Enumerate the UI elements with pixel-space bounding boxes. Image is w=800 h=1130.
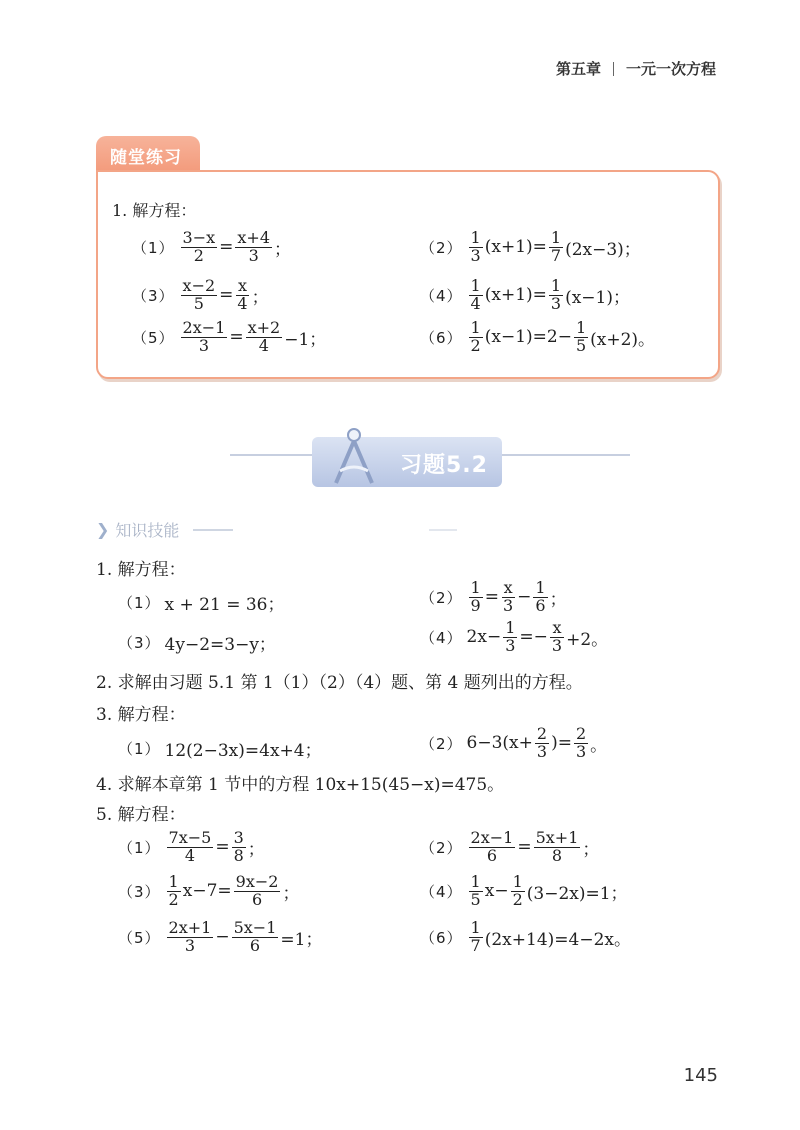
fraction: $\frac{1}{2}$ xyxy=(470,318,481,355)
fraction: $\frac{1}{3}$ xyxy=(470,228,481,265)
exercise-5-2: （2） $\frac{2x-1}{6}$ = $\frac{5x+1}{8}$ ； xyxy=(420,828,600,865)
fraction: $\frac{1}{7}$ xyxy=(550,228,562,265)
item-number: （4） xyxy=(420,286,463,305)
fraction: $\frac{x}{3}$ xyxy=(502,578,514,615)
exercise-5-1: （1） $\frac{7x-5}{4}$ = $\frac{3}{8}$ ； xyxy=(118,828,265,865)
section-label: 知识技能 xyxy=(115,521,180,540)
fraction: $\frac{5x-1}{6}$ xyxy=(233,918,277,955)
fraction: $\frac{1}{6}$ xyxy=(535,578,546,615)
item-number: （6） xyxy=(420,328,463,347)
section-title xyxy=(96,518,457,541)
fraction: $\frac{1}{5}$ xyxy=(470,872,481,909)
exercise-5-4: （4） $\frac{1}{5}$ x− $\frac{1}{2}$ (3−2x)=1； xyxy=(420,872,628,909)
section-dash xyxy=(193,529,233,531)
fraction: $\frac{1}{2}$ xyxy=(168,872,179,909)
item-number: （4） xyxy=(420,882,463,901)
fraction: $\frac{3-x}{2}$ xyxy=(182,228,216,265)
fraction: $\frac{3}{8}$ xyxy=(233,828,244,865)
fraction: $\frac{9x-2}{6}$ xyxy=(235,872,279,909)
fraction: $\frac{1}{9}$ xyxy=(470,578,481,615)
running-header xyxy=(556,58,716,79)
exercise-title: 习题5.2 xyxy=(400,453,488,478)
item-number: （2） xyxy=(420,734,463,753)
exercise-5-label: 5. 解方程： xyxy=(96,805,186,825)
fraction: $\frac{x}{4}$ xyxy=(237,276,248,313)
fraction: $\frac{7x-5}{4}$ xyxy=(168,828,212,865)
fraction: $\frac{1}{3}$ xyxy=(550,276,562,313)
page-number: 145 xyxy=(683,1065,718,1086)
practice-tab-label: 随堂练习 xyxy=(110,148,182,168)
exercise-1-3: （3） 4y−2=3−y； xyxy=(118,634,276,655)
item-number: （2） xyxy=(420,588,463,607)
item-number: （5） xyxy=(118,928,161,947)
exercise-5-3: （3） $\frac{1}{2}$ x−7= $\frac{9x-2}{6}$ ； xyxy=(118,872,300,909)
item-number: （4） xyxy=(420,628,463,647)
practice-q1-label: 1. 解方程： xyxy=(112,201,197,220)
item-number: （2） xyxy=(420,238,463,257)
section-dash xyxy=(429,529,457,531)
item-number: （1） xyxy=(132,238,175,257)
exercise-2: 2. 求解由习题 5.1 第 1（1）（2）（4）题、第 4 题列出的方程。 xyxy=(96,673,583,693)
fraction: $\frac{5x+1}{8}$ xyxy=(535,828,579,865)
fraction: $\frac{2}{3}$ xyxy=(575,724,587,761)
fraction: $\frac{x}{3}$ xyxy=(551,618,563,655)
exercise-1-2: （2） $\frac{1}{9}$ = $\frac{x}{3}$ − $\frac{1}{6}$ ； xyxy=(420,578,567,615)
exercise-5-5: （5） $\frac{2x+1}{3}$ − $\frac{5x-1}{6}$ =1； xyxy=(118,918,323,955)
fraction: $\frac{2}{3}$ xyxy=(536,724,548,761)
fraction: $\frac{2x+1}{3}$ xyxy=(168,918,212,955)
exercise-3-1: （1） 12(2−3x)=4x+4； xyxy=(118,740,322,761)
item-number: （3） xyxy=(132,286,175,305)
practice-tab xyxy=(96,136,200,172)
practice-item-6: （6） $\frac{1}{2}$ (x−1)=2− $\frac{1}{5}$ (x+2)。 xyxy=(420,318,656,355)
fraction: $\frac{2x-1}{6}$ xyxy=(470,828,514,865)
practice-item-3: （3） $\frac{x-2}{5}$ = $\frac{x}{4}$ ； xyxy=(132,276,269,313)
item-number: （1） xyxy=(118,838,161,857)
item-number: （1） xyxy=(118,740,161,758)
exercise-1-1: （1） x + 21 = 36； xyxy=(118,594,285,615)
fraction: $\frac{1}{4}$ xyxy=(470,276,481,313)
chapter-title: 一元一次方程 xyxy=(625,60,716,78)
fraction: $\frac{x-2}{5}$ xyxy=(182,276,216,313)
fraction: $\frac{1}{5}$ xyxy=(575,318,587,355)
fraction: $\frac{x+2}{4}$ xyxy=(247,318,281,355)
practice-item-2: （2） $\frac{1}{3}$ (x+1)= $\frac{1}{7}$ (2x−3)； xyxy=(420,228,641,265)
fraction: $\frac{2x-1}{3}$ xyxy=(182,318,226,355)
exercise-3-label: 3. 解方程： xyxy=(96,705,186,725)
item-number: （3） xyxy=(118,634,161,652)
exercise-1-label: 1. 解方程： xyxy=(96,560,186,580)
fraction: $\frac{1}{3}$ xyxy=(505,618,516,655)
exercise-3-2: （2） 6−3(x+ $\frac{2}{3}$ )= $\frac{2}{3}$ 。 xyxy=(420,724,608,761)
item-number: （6） xyxy=(420,928,463,947)
fraction: $\frac{1}{7}$ xyxy=(470,918,481,955)
practice-item-5: （5） $\frac{2x-1}{3}$ = $\frac{x+2}{4}$ −1； xyxy=(132,318,327,355)
item-number: （5） xyxy=(132,328,175,347)
practice-item-4: （4） $\frac{1}{4}$ (x+1)= $\frac{1}{3}$ (x−1)； xyxy=(420,276,630,313)
practice-item-1: （1） $\frac{3-x}{2}$ = $\frac{x+4}{3}$ ； xyxy=(132,228,292,265)
chapter-label: 第五章 xyxy=(555,60,601,78)
chevron-right-icon: ❯ xyxy=(96,520,110,539)
fraction: $\frac{1}{2}$ xyxy=(512,872,523,909)
exercise-5-6: （6） $\frac{1}{7}$ (2x+14)=4−2x。 xyxy=(420,918,631,955)
header-divider xyxy=(613,62,614,76)
item-number: （2） xyxy=(420,838,463,857)
item-number: （3） xyxy=(118,882,161,901)
fraction: $\frac{x+4}{3}$ xyxy=(237,228,271,265)
item-number: （1） xyxy=(118,594,161,612)
exercise-1-4: （4） 2x− $\frac{1}{3}$ =− $\frac{x}{3}$ +2。 xyxy=(420,618,609,655)
compass-icon xyxy=(322,425,386,489)
exercise-4: 4. 求解本章第 1 节中的方程 10x+15(45−x)=475。 xyxy=(96,775,505,795)
